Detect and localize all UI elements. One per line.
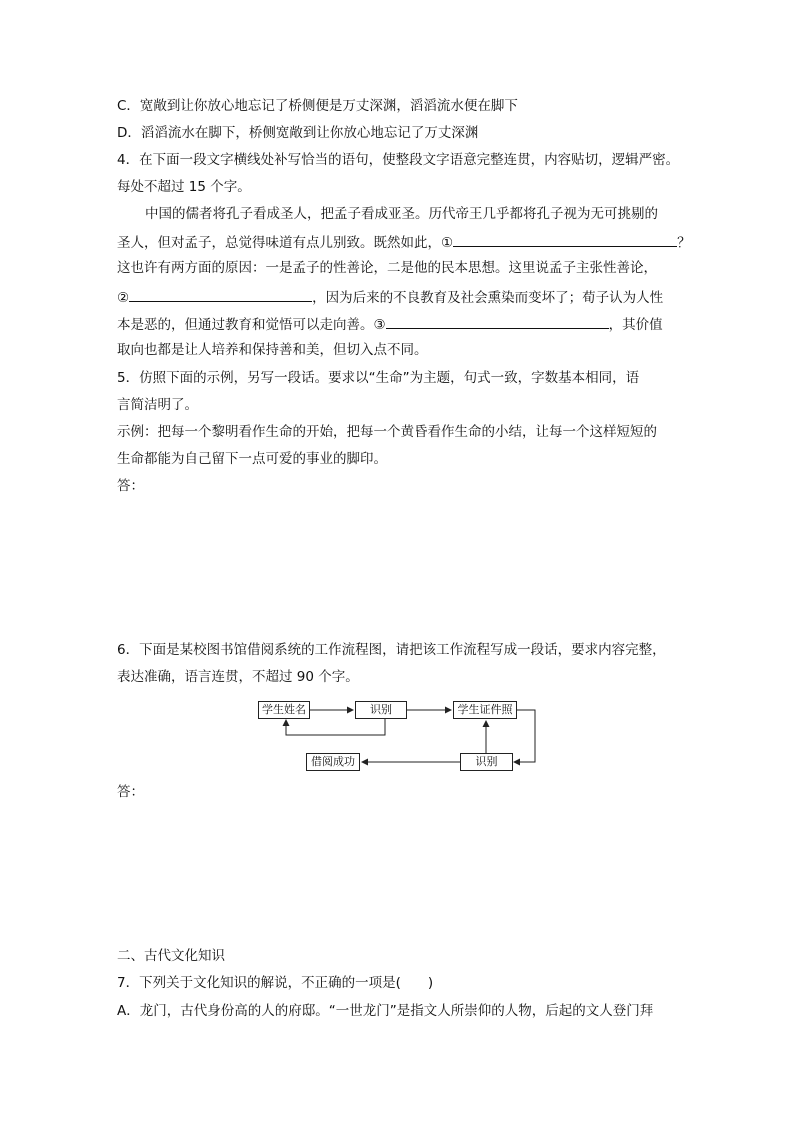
q6-prompt-line2: 表达准确，语言连贯，不超过 90 个字。 bbox=[117, 669, 359, 685]
q4-passage-text: 圣人，但对孟子，总觉得味道有点儿别致。既然如此，① bbox=[117, 235, 454, 251]
q5-prompt-line2: 言简洁明了。 bbox=[117, 397, 198, 413]
q6-prompt-line1: 6．下面是某校图书馆借阅系统的工作流程图，请把该工作流程写成一段话，要求内容完整， bbox=[117, 642, 666, 658]
flow-box-student-photo: 学生证件照 bbox=[453, 701, 517, 719]
q4-passage-text: ，因为后来的不良教育及社会熏染而变坏了；荀子认为人性 bbox=[312, 290, 664, 306]
q5-answer-label: 答： bbox=[117, 478, 144, 494]
q6-answer-label: 答： bbox=[117, 784, 144, 800]
q4-passage-line1: 中国的儒者将孔子看成圣人，把孟子看成亚圣。历代帝王几乎都将孔子视为无可挑剔的 bbox=[145, 206, 658, 222]
flow-box-identify-1: 识别 bbox=[355, 701, 407, 719]
q5-prompt-line1: 5．仿照下面的示例，另写一段话。要求以“生命”为主题，句式一致，字数基本相同，语 bbox=[117, 370, 640, 386]
arrow-identify-back-to-name bbox=[286, 718, 385, 735]
q4-prompt-line1: 4．在下面一段文字横线处补写恰当的语句，使整段文字语意完整连贯，内容贴切，逻辑严密。 bbox=[117, 152, 680, 168]
flow-box-borrow-success: 借阅成功 bbox=[306, 753, 360, 771]
option-d: D．滔滔流水在脚下，桥侧宽敞到让你放心地忘记了万丈深渊 bbox=[117, 125, 479, 141]
q4-passage-text: ？ bbox=[677, 235, 691, 251]
q4-passage-line3: 这也许有两方面的原因：一是孟子的性善论，二是他的民本思想。这里说孟子主张性善论， bbox=[117, 260, 657, 276]
q5-example-line2: 生命都能为自己留下一点可爱的事业的脚印。 bbox=[117, 451, 387, 467]
q5-example-line1: 示例：把每一个黎明看作生命的开始，把每一个黄昏看作生命的小结，让每一个这样短短的 bbox=[117, 424, 657, 440]
q4-passage-text: ，其价值 bbox=[608, 317, 663, 333]
flow-box-identify-2: 识别 bbox=[460, 753, 513, 771]
section-2-heading: 二、古代文化知识 bbox=[117, 948, 225, 964]
q7-prompt: 7．下列关于文化知识的解说，不正确的一项是( ) bbox=[117, 975, 434, 991]
q4-passage-line6: 取向也都是让人培养和保持善和美，但切入点不同。 bbox=[117, 342, 428, 358]
q4-passage-text: ② bbox=[117, 290, 130, 306]
q4-passage-text: 本是恶的，但通过教育和觉悟可以走向善。③ bbox=[117, 317, 386, 333]
flow-box-student-name: 学生姓名 bbox=[258, 701, 310, 719]
q4-prompt-line2: 每处不超过 15 个字。 bbox=[117, 179, 251, 195]
q7-option-a: A．龙门，古代身份高的人的府邸。“一世龙门”是指文人所崇仰的人物，后起的文人登门拜 bbox=[117, 1003, 654, 1019]
option-c: C．宽敞到让你放心地忘记了桥侧便是万丈深渊，滔滔流水便在脚下 bbox=[117, 98, 518, 114]
arrow-photo-to-identify2 bbox=[514, 710, 535, 762]
